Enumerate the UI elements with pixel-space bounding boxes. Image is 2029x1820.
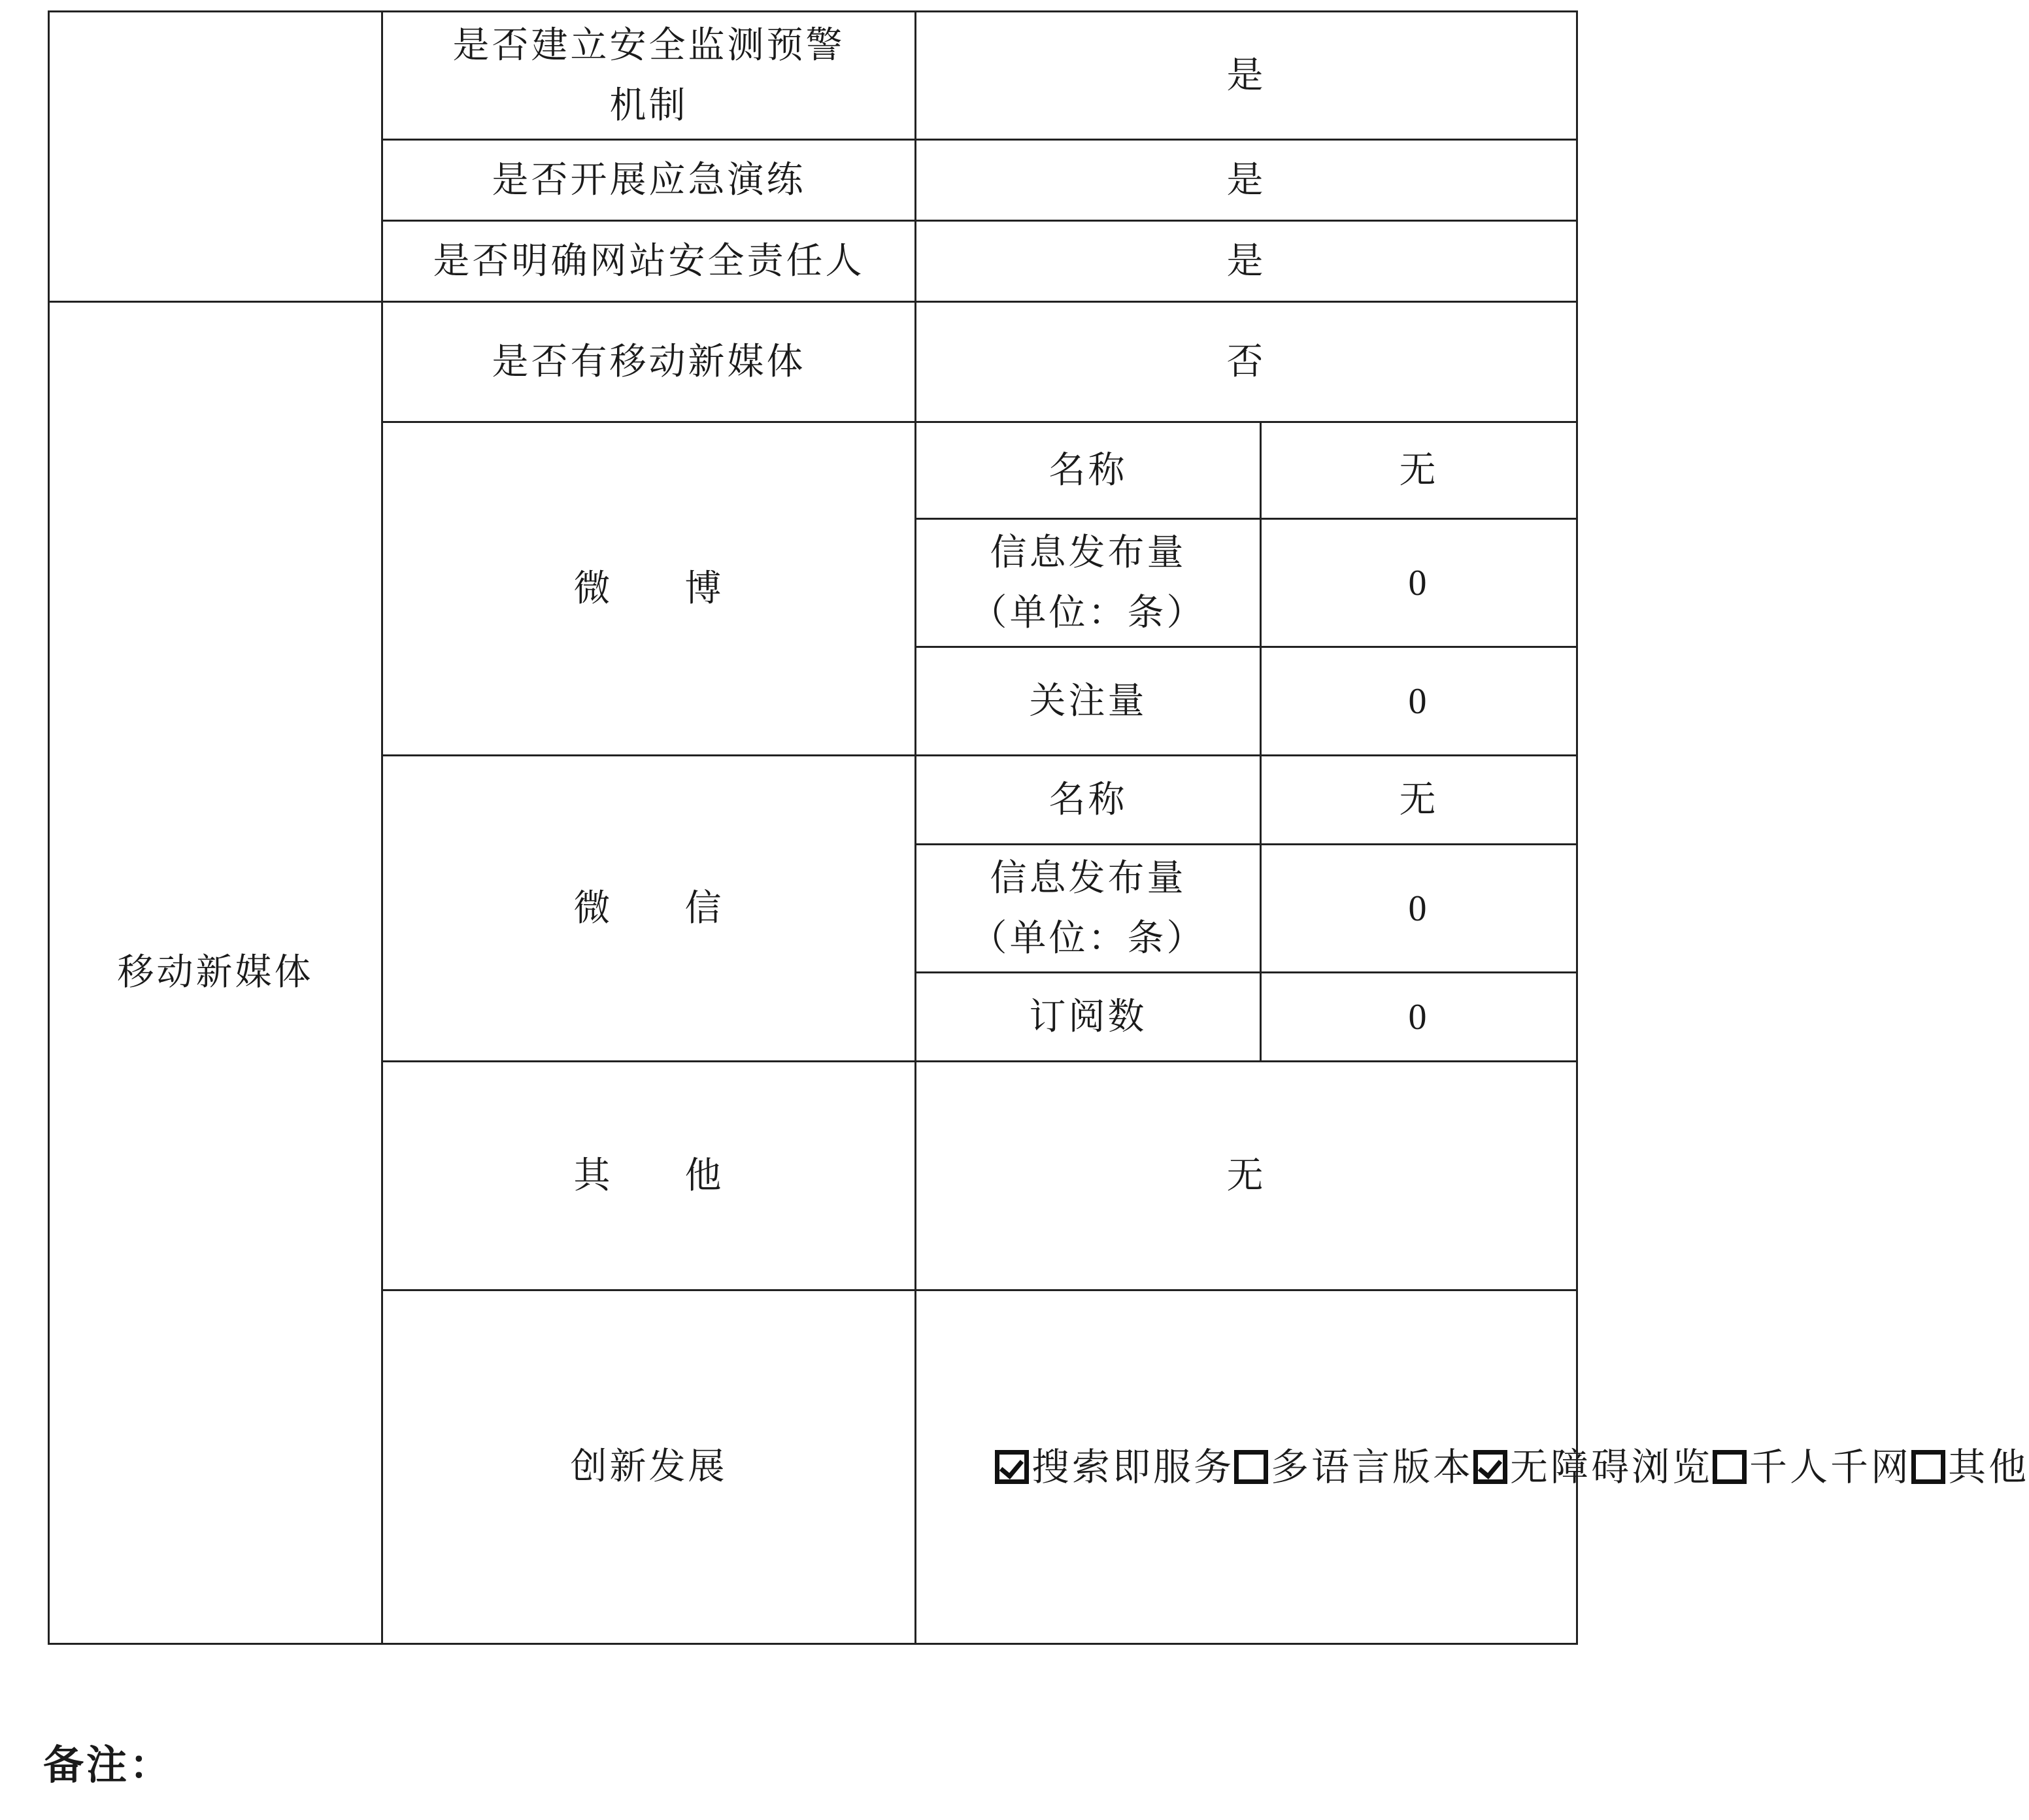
row-label: 是否有移动新媒体 [382, 302, 916, 422]
mobile-category-cell: 移动新媒体 [49, 302, 382, 1644]
checkbox-empty-icon[interactable] [1234, 1450, 1268, 1484]
option-label: 千人千网 [1749, 1445, 1912, 1489]
table-row [49, 302, 1577, 422]
option-other[interactable] [1911, 1445, 2029, 1489]
row-label: 是否开展应急演练 [382, 140, 916, 221]
row-label: 是否明确网站安全责任人 [382, 221, 916, 302]
row-label: 是否建立安全监测预警机制 [382, 12, 916, 140]
weibo-label-a: 微 [573, 567, 613, 610]
innovation-category-cell: 创新发展 [382, 1290, 916, 1644]
other-label-b: 他 [684, 1154, 724, 1197]
security-category-cell [49, 12, 382, 302]
wechat-posts-label: 信息发布量 [990, 856, 1186, 900]
option-multilingual[interactable] [1234, 1445, 1473, 1489]
wechat-name-label: 名称 [916, 756, 1261, 845]
other-value: 无 [916, 1062, 1577, 1290]
weibo-label-cell [382, 422, 916, 756]
option-label: 无障碍浏览 [1510, 1445, 1713, 1489]
wechat-posts-label-cell [916, 845, 1261, 973]
weibo-posts-unit: （单位：条） [970, 591, 1206, 634]
wechat-sub-value: 0 [1261, 973, 1577, 1062]
option-label: 其他 [1948, 1445, 2029, 1489]
wechat-name-value: 无 [1261, 756, 1577, 845]
wechat-sub-label: 订阅数 [916, 973, 1261, 1062]
wechat-label-a: 微 [573, 886, 613, 930]
weibo-name-value: 无 [1261, 422, 1577, 519]
other-label-a: 其 [573, 1154, 613, 1197]
checkbox-empty-icon[interactable] [1713, 1450, 1747, 1484]
wechat-posts-unit: （单位：条） [970, 917, 1206, 960]
weibo-follow-value: 0 [1261, 647, 1577, 756]
wechat-posts-value: 0 [1261, 845, 1577, 973]
option-label: 多语言版本 [1271, 1445, 1474, 1489]
weibo-posts-label: 信息发布量 [990, 531, 1186, 574]
table-row [49, 12, 1577, 140]
weibo-posts-value: 0 [1261, 519, 1577, 647]
checkbox-checked-icon[interactable] [1473, 1450, 1507, 1484]
row-value: 是 [916, 221, 1577, 302]
option-search-as-service[interactable] [995, 1445, 1234, 1489]
row-value: 是 [916, 12, 1577, 140]
wechat-label-cell [382, 756, 916, 1062]
checkbox-empty-icon[interactable] [1911, 1450, 1945, 1484]
other-label-cell [382, 1062, 916, 1290]
row-value: 否 [916, 302, 1577, 422]
weibo-follow-label: 关注量 [916, 647, 1261, 756]
option-personalized[interactable] [1713, 1445, 1911, 1489]
option-accessible-browsing[interactable] [1473, 1445, 1713, 1489]
innovation-options-cell [916, 1290, 2029, 1644]
weibo-posts-label-cell [916, 519, 1261, 647]
weibo-name-label: 名称 [916, 422, 1261, 519]
report-table [48, 10, 2029, 1645]
wechat-label-b: 信 [684, 886, 724, 930]
checkbox-checked-icon[interactable] [995, 1450, 1029, 1484]
weibo-label-b: 博 [684, 567, 724, 610]
row-value: 是 [916, 140, 1577, 221]
note-label: 备注： [43, 1741, 173, 1789]
option-label: 搜索即服务 [1031, 1445, 1235, 1489]
